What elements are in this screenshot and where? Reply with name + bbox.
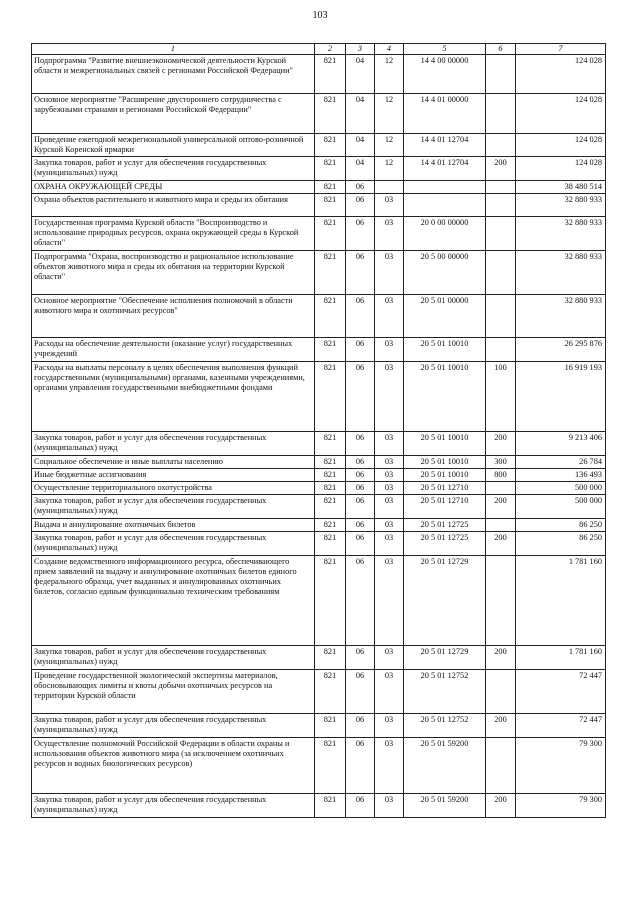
row-amount: 500 000 xyxy=(516,495,606,519)
row-section-code: 06 xyxy=(346,456,375,469)
row-description: Осуществление полномочий Российской Федерации в области охраны и использования объектов животного мира (за исключением охотничьих ресурсов и водных биологических ресурсов) xyxy=(32,738,315,794)
table-row xyxy=(32,251,606,295)
row-target-article: 14 4 01 12704 xyxy=(404,134,486,157)
row-subsection-code: 03 xyxy=(375,217,404,251)
row-section-code: 06 xyxy=(346,482,375,495)
row-ministry-code: 821 xyxy=(315,738,346,794)
row-subsection-code: 03 xyxy=(375,432,404,456)
row-subsection-code: 03 xyxy=(375,670,404,714)
row-amount: 26 295 876 xyxy=(516,338,606,362)
row-amount: 124 028 xyxy=(516,55,606,94)
row-subsection-code: 12 xyxy=(375,134,404,157)
table-row xyxy=(32,714,606,738)
row-ministry-code: 821 xyxy=(315,714,346,738)
row-section-code: 06 xyxy=(346,532,375,556)
row-description: Расходы на обеспечение деятельности (оказание услуг) государственных учреждений xyxy=(32,338,315,362)
row-subsection-code: 03 xyxy=(375,295,404,338)
row-ministry-code: 821 xyxy=(315,519,346,532)
row-amount: 136 493 xyxy=(516,469,606,482)
row-expense-type xyxy=(486,519,516,532)
row-subsection-code: 03 xyxy=(375,362,404,432)
row-expense-type xyxy=(486,55,516,94)
row-description: Основное мероприятие "Расширение двустороннего сотрудничества с зарубежными странами и регионами Российской Федерации" xyxy=(32,94,315,134)
row-ministry-code: 821 xyxy=(315,456,346,469)
row-target-article: 20 5 01 12710 xyxy=(404,482,486,495)
table-row xyxy=(32,670,606,714)
row-ministry-code: 821 xyxy=(315,94,346,134)
row-ministry-code: 821 xyxy=(315,646,346,670)
table-row xyxy=(32,556,606,646)
row-expense-type xyxy=(486,295,516,338)
row-expense-type: 100 xyxy=(486,362,516,432)
row-section-code: 06 xyxy=(346,295,375,338)
row-ministry-code: 821 xyxy=(315,362,346,432)
row-ministry-code: 821 xyxy=(315,495,346,519)
column-header: 2 xyxy=(315,44,346,55)
row-amount: 32 880 933 xyxy=(516,295,606,338)
column-header: 4 xyxy=(375,44,404,55)
row-amount: 1 781 160 xyxy=(516,556,606,646)
row-description: Подпрограмма "Развитие внешнеэкономической деятельности Курской области и межрегиональных связей с регионами Российской Федерации" xyxy=(32,55,315,94)
table-row xyxy=(32,482,606,495)
column-header: 5 xyxy=(404,44,486,55)
row-expense-type xyxy=(486,738,516,794)
row-description: Охрана объектов растительного и животного мира и среды их обитания xyxy=(32,194,315,217)
row-section-code: 04 xyxy=(346,55,375,94)
row-subsection-code: 03 xyxy=(375,251,404,295)
row-expense-type xyxy=(486,482,516,495)
row-ministry-code: 821 xyxy=(315,482,346,495)
row-subsection-code: 03 xyxy=(375,794,404,818)
row-ministry-code: 821 xyxy=(315,469,346,482)
row-amount: 86 250 xyxy=(516,532,606,556)
row-description: Создание ведомственного информационного ресурса, обеспечивающего прием заявлений на выдачу и аннулирование охотничьих билетов единого федерального образца, учет выданных и аннулированных охотничьих билетов, согласно единым функционально техническим требованиям xyxy=(32,556,315,646)
row-subsection-code: 12 xyxy=(375,157,404,181)
row-expense-type xyxy=(486,181,516,194)
row-target-article: 20 5 01 59200 xyxy=(404,794,486,818)
row-target-article: 20 5 01 10010 xyxy=(404,362,486,432)
budget-table xyxy=(31,43,606,818)
row-expense-type: 200 xyxy=(486,432,516,456)
row-subsection-code: 03 xyxy=(375,456,404,469)
row-target-article: 20 5 01 12752 xyxy=(404,714,486,738)
row-section-code: 06 xyxy=(346,217,375,251)
row-expense-type xyxy=(486,251,516,295)
row-subsection-code: 03 xyxy=(375,556,404,646)
row-description: Иные бюджетные ассигнования xyxy=(32,469,315,482)
row-description: ОХРАНА ОКРУЖАЮЩЕЙ СРЕДЫ xyxy=(32,181,315,194)
row-expense-type xyxy=(486,670,516,714)
row-target-article xyxy=(404,181,486,194)
row-description: Закупка товаров, работ и услуг для обеспечения государственных (муниципальных) нужд xyxy=(32,646,315,670)
row-description: Закупка товаров, работ и услуг для обеспечения государственных (муниципальных) нужд xyxy=(32,532,315,556)
row-ministry-code: 821 xyxy=(315,295,346,338)
table-row xyxy=(32,362,606,432)
row-section-code: 06 xyxy=(346,714,375,738)
row-expense-type: 200 xyxy=(486,646,516,670)
row-ministry-code: 821 xyxy=(315,432,346,456)
row-section-code: 06 xyxy=(346,338,375,362)
table-header-row xyxy=(32,44,606,55)
row-target-article: 20 5 00 00000 xyxy=(404,251,486,295)
row-expense-type xyxy=(486,94,516,134)
row-amount: 72 447 xyxy=(516,714,606,738)
table-row xyxy=(32,794,606,818)
row-subsection-code: 03 xyxy=(375,469,404,482)
column-header: 3 xyxy=(346,44,375,55)
row-expense-type: 200 xyxy=(486,714,516,738)
row-subsection-code: 03 xyxy=(375,738,404,794)
row-amount: 500 000 xyxy=(516,482,606,495)
row-section-code: 04 xyxy=(346,94,375,134)
row-subsection-code: 03 xyxy=(375,646,404,670)
table-row xyxy=(32,456,606,469)
row-expense-type: 300 xyxy=(486,456,516,469)
row-description: Выдача и аннулирование охотничьих билетов xyxy=(32,519,315,532)
row-section-code: 06 xyxy=(346,670,375,714)
row-ministry-code: 821 xyxy=(315,532,346,556)
page-number: 103 xyxy=(312,10,328,21)
row-section-code: 06 xyxy=(346,469,375,482)
row-subsection-code: 12 xyxy=(375,55,404,94)
row-target-article: 20 0 00 00000 xyxy=(404,217,486,251)
row-amount: 79 300 xyxy=(516,794,606,818)
row-target-article: 20 5 01 12725 xyxy=(404,532,486,556)
row-description: Осуществление территориального охотустройства xyxy=(32,482,315,495)
row-target-article: 14 4 00 00000 xyxy=(404,55,486,94)
row-description: Закупка товаров, работ и услуг для обеспечения государственных (муниципальных) нужд xyxy=(32,714,315,738)
row-ministry-code: 821 xyxy=(315,794,346,818)
table-row xyxy=(32,217,606,251)
row-amount: 86 250 xyxy=(516,519,606,532)
row-expense-type: 200 xyxy=(486,157,516,181)
row-expense-type: 200 xyxy=(486,495,516,519)
row-amount: 16 919 193 xyxy=(516,362,606,432)
table-row xyxy=(32,432,606,456)
row-amount: 26 784 xyxy=(516,456,606,469)
row-expense-type xyxy=(486,217,516,251)
column-header: 6 xyxy=(486,44,516,55)
table-row xyxy=(32,738,606,794)
row-description: Проведение ежегодной межрегиональной универсальной оптово-розничной Курской Коренской ярмарки xyxy=(32,134,315,157)
row-target-article: 14 4 01 12704 xyxy=(404,157,486,181)
row-amount: 32 880 933 xyxy=(516,217,606,251)
row-amount: 1 781 160 xyxy=(516,646,606,670)
row-ministry-code: 821 xyxy=(315,194,346,217)
row-target-article: 20 5 01 12729 xyxy=(404,556,486,646)
row-amount: 32 880 933 xyxy=(516,194,606,217)
row-subsection-code: 03 xyxy=(375,482,404,495)
row-expense-type: 800 xyxy=(486,469,516,482)
table-row xyxy=(32,181,606,194)
row-target-article: 20 5 01 12752 xyxy=(404,670,486,714)
row-ministry-code: 821 xyxy=(315,157,346,181)
row-ministry-code: 821 xyxy=(315,217,346,251)
row-description: Подпрограмма "Охрана, воспроизводство и рациональное использование объектов животного мира и среды их обитания на территории Курской области" xyxy=(32,251,315,295)
table-row xyxy=(32,157,606,181)
row-subsection-code: 12 xyxy=(375,94,404,134)
row-expense-type: 200 xyxy=(486,794,516,818)
row-description: Социальное обеспечение и иные выплаты населению xyxy=(32,456,315,469)
row-expense-type xyxy=(486,556,516,646)
row-description: Закупка товаров, работ и услуг для обеспечения государственных (муниципальных) нужд xyxy=(32,432,315,456)
row-description: Закупка товаров, работ и услуг для обеспечения государственных (муниципальных) нужд xyxy=(32,495,315,519)
table-row xyxy=(32,338,606,362)
row-amount: 79 300 xyxy=(516,738,606,794)
row-description: Проведение государственной экологической экспертизы материалов, обосновывающих лимиты и квоты добычи охотничьих ресурсов на территории Курской области xyxy=(32,670,315,714)
row-section-code: 06 xyxy=(346,519,375,532)
row-subsection-code: 03 xyxy=(375,338,404,362)
row-target-article: 20 5 01 10010 xyxy=(404,338,486,362)
row-section-code: 06 xyxy=(346,556,375,646)
table-row xyxy=(32,55,606,94)
row-amount: 72 447 xyxy=(516,670,606,714)
table-row xyxy=(32,295,606,338)
row-target-article: 20 5 01 10010 xyxy=(404,456,486,469)
row-subsection-code: 03 xyxy=(375,495,404,519)
table-row xyxy=(32,532,606,556)
row-ministry-code: 821 xyxy=(315,556,346,646)
table-row xyxy=(32,519,606,532)
row-ministry-code: 821 xyxy=(315,134,346,157)
row-target-article: 20 5 01 10010 xyxy=(404,469,486,482)
row-section-code: 06 xyxy=(346,495,375,519)
row-subsection-code xyxy=(375,181,404,194)
table-row xyxy=(32,94,606,134)
row-subsection-code: 03 xyxy=(375,519,404,532)
row-section-code: 04 xyxy=(346,157,375,181)
row-ministry-code: 821 xyxy=(315,181,346,194)
table-row xyxy=(32,469,606,482)
row-section-code: 06 xyxy=(346,251,375,295)
row-ministry-code: 821 xyxy=(315,55,346,94)
row-amount: 9 213 406 xyxy=(516,432,606,456)
row-amount: 124 028 xyxy=(516,94,606,134)
row-amount: 32 880 933 xyxy=(516,251,606,295)
row-description: Государственная программа Курской области "Воспроизводство и использование природных ресурсов, охрана окружающей среды в Курской области" xyxy=(32,217,315,251)
row-subsection-code: 03 xyxy=(375,194,404,217)
row-expense-type xyxy=(486,134,516,157)
row-section-code: 04 xyxy=(346,134,375,157)
row-amount: 124 028 xyxy=(516,134,606,157)
row-target-article: 14 4 01 00000 xyxy=(404,94,486,134)
row-section-code: 06 xyxy=(346,194,375,217)
row-section-code: 06 xyxy=(346,432,375,456)
row-target-article xyxy=(404,194,486,217)
row-expense-type: 200 xyxy=(486,532,516,556)
row-expense-type xyxy=(486,338,516,362)
row-amount: 38 480 514 xyxy=(516,181,606,194)
table-row xyxy=(32,495,606,519)
table-row xyxy=(32,194,606,217)
row-ministry-code: 821 xyxy=(315,251,346,295)
row-target-article: 20 5 01 10010 xyxy=(404,432,486,456)
row-section-code: 06 xyxy=(346,181,375,194)
row-section-code: 06 xyxy=(346,738,375,794)
column-header: 7 xyxy=(516,44,606,55)
row-subsection-code: 03 xyxy=(375,714,404,738)
row-subsection-code: 03 xyxy=(375,532,404,556)
row-target-article: 20 5 01 12729 xyxy=(404,646,486,670)
row-section-code: 06 xyxy=(346,362,375,432)
table-row xyxy=(32,134,606,157)
row-target-article: 20 5 01 12710 xyxy=(404,495,486,519)
row-expense-type xyxy=(486,194,516,217)
row-target-article: 20 5 01 00000 xyxy=(404,295,486,338)
row-ministry-code: 821 xyxy=(315,338,346,362)
row-section-code: 06 xyxy=(346,646,375,670)
row-amount: 124 028 xyxy=(516,157,606,181)
row-description: Закупка товаров, работ и услуг для обеспечения государственных (муниципальных) нужд xyxy=(32,794,315,818)
row-description: Основное мероприятие "Обеспечение исполнения полномочий в области животного мира и охотничьих ресурсов" xyxy=(32,295,315,338)
row-target-article: 20 5 01 12725 xyxy=(404,519,486,532)
column-header: 1 xyxy=(32,44,315,55)
row-section-code: 06 xyxy=(346,794,375,818)
row-description: Расходы на выплаты персоналу в целях обеспечения выполнения функций государственными (муниципальными) органами, казенными учреждениями, органами управления государственными внебюджетными фондами xyxy=(32,362,315,432)
row-ministry-code: 821 xyxy=(315,670,346,714)
table-row xyxy=(32,646,606,670)
row-target-article: 20 5 01 59200 xyxy=(404,738,486,794)
row-description: Закупка товаров, работ и услуг для обеспечения государственных (муниципальных) нужд xyxy=(32,157,315,181)
